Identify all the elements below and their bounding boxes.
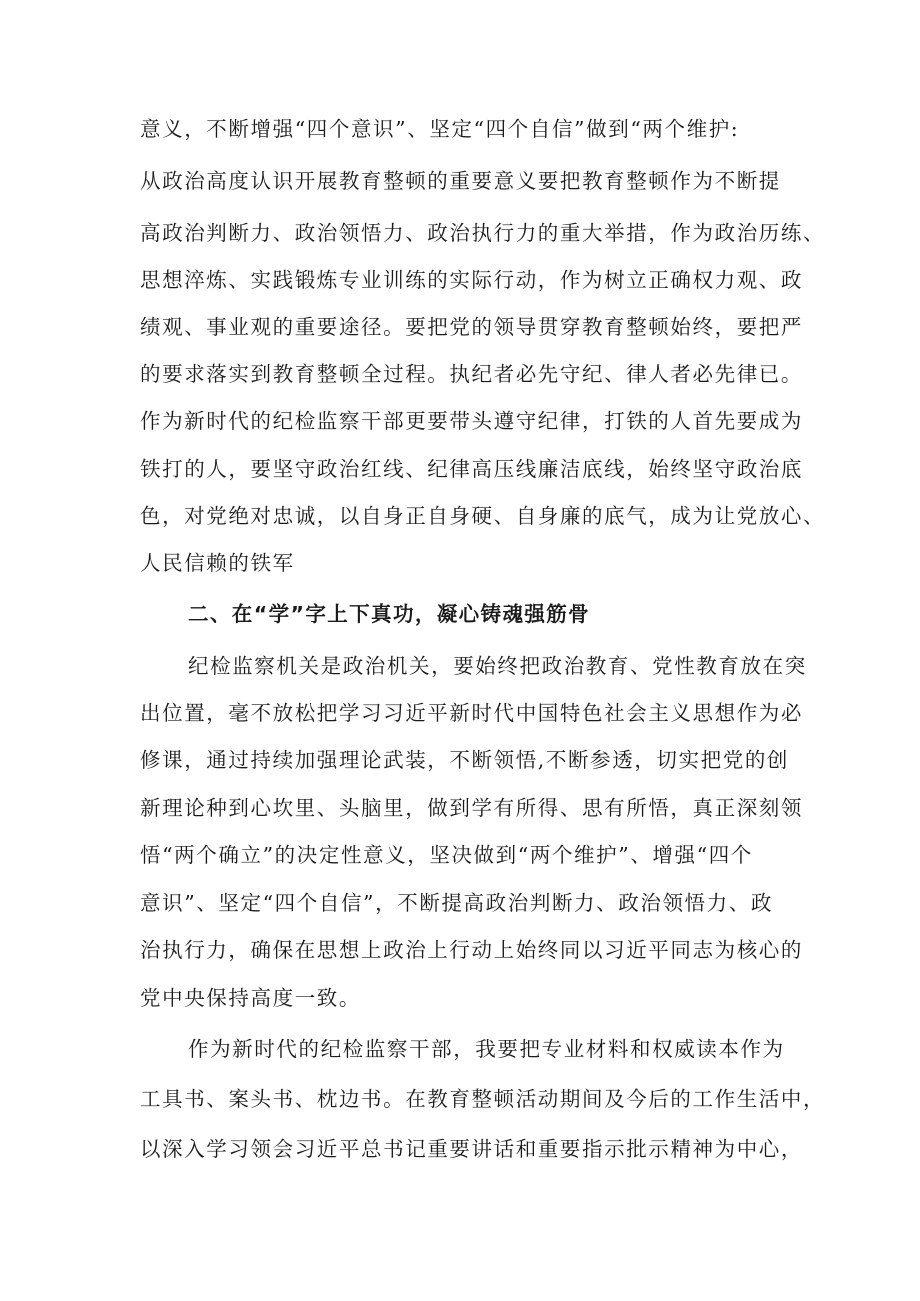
text-line: 思想淬炼、实践锻炼专业训练的实际行动，作为树立正确权力观、政 [140, 268, 803, 292]
text-line: 人民信赖的铁军 [140, 551, 295, 575]
text-line: 党中央保持高度一致。 [140, 986, 361, 1010]
text-line: 作为新时代的纪检监察干部更要带头遵守纪律，打铁的人首先要成为 [140, 409, 803, 433]
text-line: 作为新时代的纪检监察干部，我要把专业材料和权威读本作为 [188, 1037, 785, 1061]
text-line: 绩观、事业观的重要途径。要把党的领导贯穿教育整顿始终，要把严 [140, 315, 803, 339]
text-line: 治执行力，确保在思想上政治上行动上始终同以习近平同志为核心的 [140, 938, 803, 962]
text-line: 悟“两个确立”的决定性意义，坚决做到“两个维护”、增强“四个 [140, 843, 753, 867]
text-line: 出位置，毫不放松把学习习近平新时代中国特色社会主义思想作为必 [140, 701, 803, 725]
section-heading: 二、在“学”字上下真功，凝心铸魂强筋骨 [188, 602, 591, 626]
text-line: 从政治高度认识开展教育整顿的重要意义要把教育整顿作为不断提 [140, 169, 781, 193]
text-line: 铁打的人，要坚守政治红线、纪律高压线廉洁底线，始终坚守政治底 [140, 457, 803, 481]
text-line: 意义，不断增强“四个意识”、坚定“四个自信”做到“两个维护: [140, 117, 740, 141]
text-line: 高政治判断力、政治领悟力、政治执行力的重大举措，作为政治历练、 [140, 221, 826, 245]
text-line: 修课，通过持续加强理论武装，不断领悟,不断参透，切实把党的创 [140, 748, 790, 772]
text-line: 的要求落实到教育整顿全过程。执纪者必先守纪、律人者必先律已。 [140, 362, 803, 386]
text-line: 新理论种到心坎里、头脑里，做到学有所得、思有所悟，真正深刻领 [140, 796, 803, 820]
text-line: 以深入学习领会习近平总书记重要讲话和重要指示批示精神为中心， [140, 1137, 803, 1161]
text-line: 工具书、案头书、枕边书。在教育整顿活动期间及今后的工作生活中， [140, 1087, 826, 1111]
text-line: 纪检监察机关是政治机关，要始终把政治教育、党性教育放在突 [188, 654, 807, 678]
text-line: 意识”、坚定“四个自信”，不断提高政治判断力、政治领悟力、政 [140, 891, 773, 915]
text-line: 色，对党绝对忠诚，以自身正自身硬、自身廉的底气，成为让党放心、 [140, 504, 826, 528]
